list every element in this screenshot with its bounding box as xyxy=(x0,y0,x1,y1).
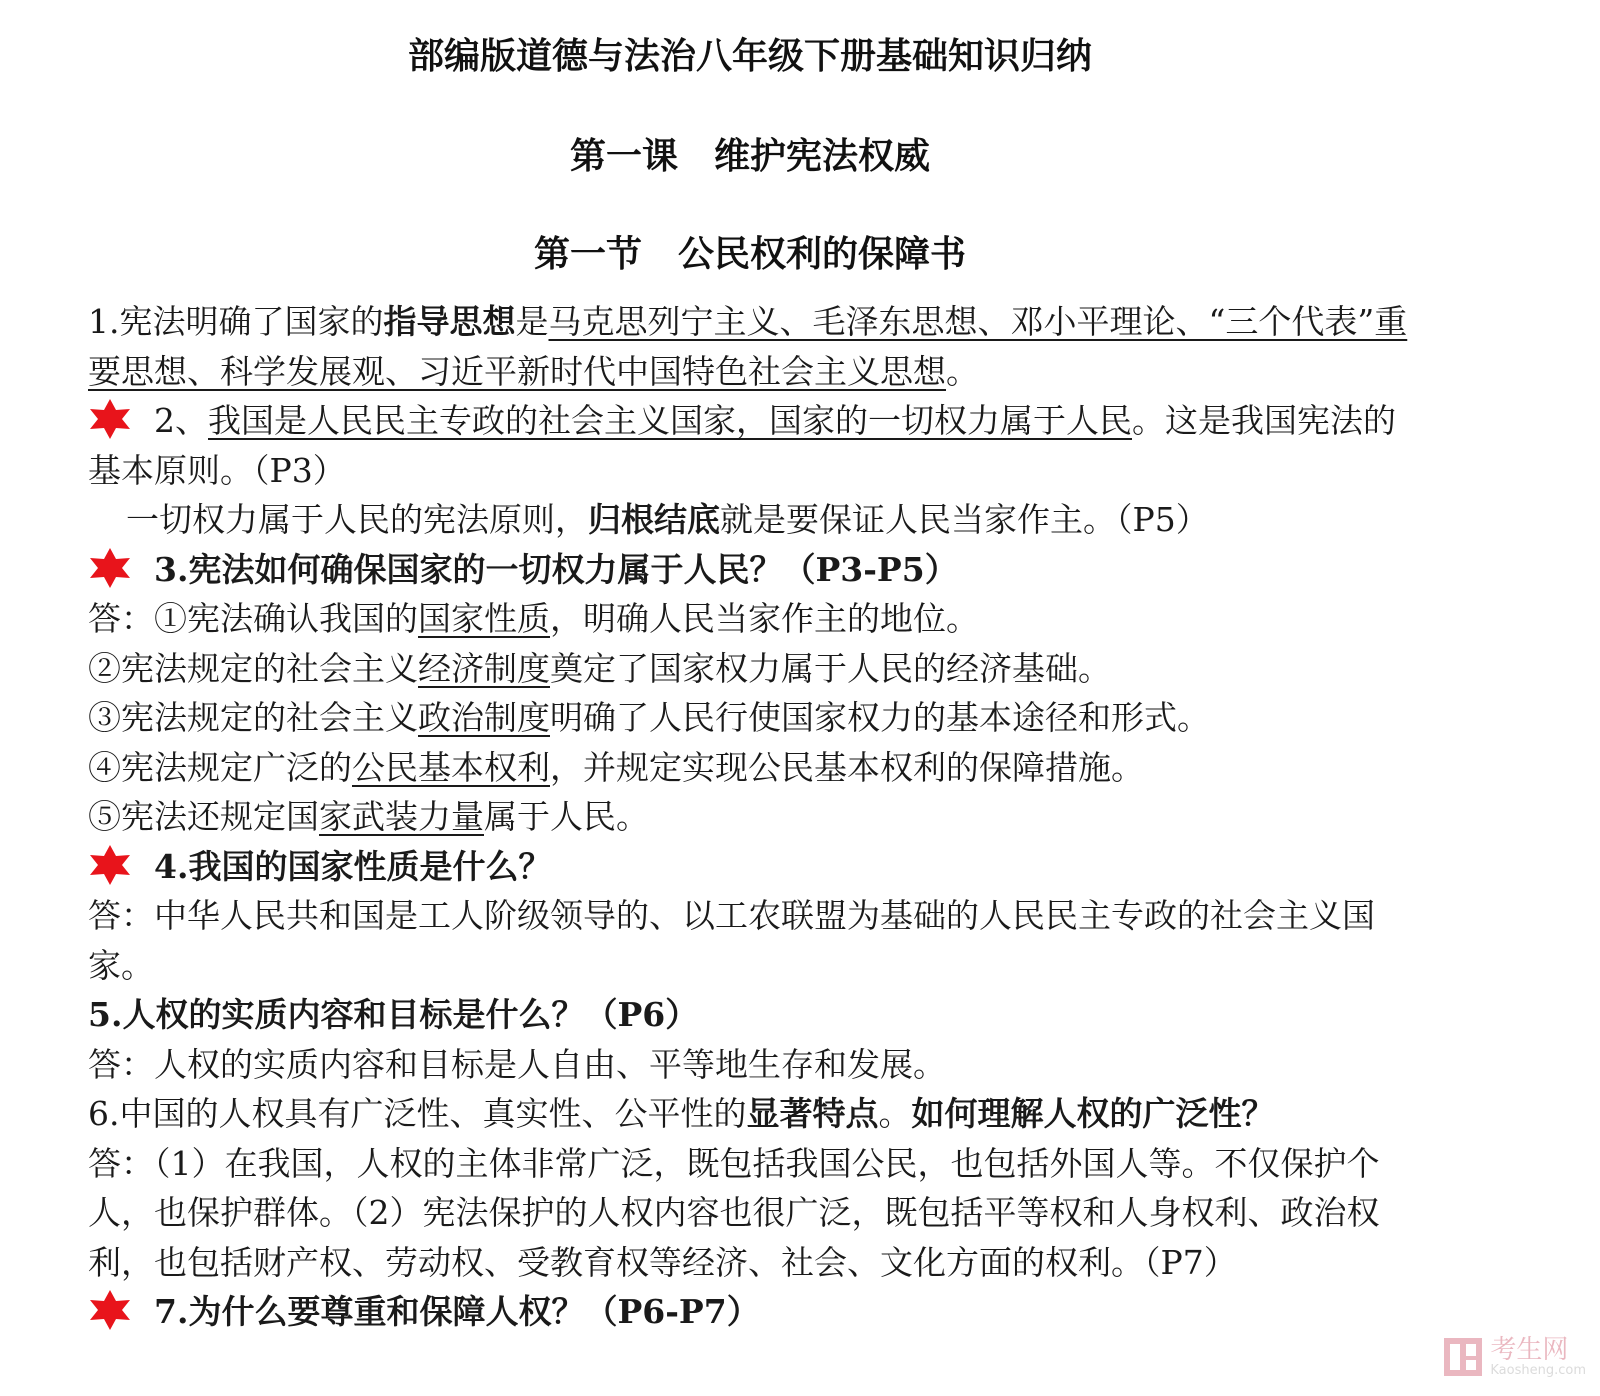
item-4-question xyxy=(88,842,1428,892)
item-3-answer-1 xyxy=(88,594,1428,644)
document-title: 部编版道德与法治八年级下册基础知识归纳 xyxy=(407,36,1092,77)
red-star-icon xyxy=(88,398,132,440)
item-2-note-end: 就是要保证人民当家作主。（P5） xyxy=(720,500,1209,539)
lesson-title: 第一课 维护宪法权威 xyxy=(569,136,930,177)
red-star-icon xyxy=(88,547,132,589)
item-2-keyword: 基本原则 xyxy=(88,450,220,490)
kaosheng-logo-icon xyxy=(1442,1336,1484,1378)
answer-underlined: 政治制度 xyxy=(418,698,550,737)
item-2-note xyxy=(88,495,1428,545)
item-1-end: 。 xyxy=(946,351,979,391)
item-1-text-2: 是 xyxy=(515,302,549,341)
item-6-punct: 。 xyxy=(878,1094,912,1133)
red-star-icon xyxy=(88,844,132,886)
answer-text: 答：①宪法确认我国的 xyxy=(88,599,418,638)
item-4-question-text: 4.我国的国家性质是什么？ xyxy=(154,846,552,886)
item-6-answer: 答：（1）在我国，人权的主体非常广泛，既包括我国公民，也包括外国人等。不仅保护个人，也保护群体。（2）宪法保护的人权内容也很广泛，既包括平等权和人身权利、政治权利，也包括财产权、劳动权、受教育权等经济、社会、文化方面的权利。（P7） xyxy=(88,1143,1380,1282)
item-3-question xyxy=(88,545,1428,595)
watermark-subtext: Kaosheng.com xyxy=(1490,1363,1586,1378)
item-2-note-keyword: 归根结底 xyxy=(588,500,720,539)
answer-underlined: 国家性质 xyxy=(418,599,550,638)
watermark-text: 考生网 xyxy=(1490,1335,1569,1365)
item-6-question-text: 如何理解人权的广泛性？ xyxy=(911,1094,1275,1133)
answer-text: ，明确人民当家作主的地位。 xyxy=(550,599,979,638)
item-7-question xyxy=(88,1287,1428,1337)
answer-text: ③宪法规定的社会主义 xyxy=(88,698,418,737)
answer-text: ，并规定实现公民基本权利的保障措施。 xyxy=(550,747,1144,787)
answer-underlined: 经济制度 xyxy=(418,648,550,688)
answer-text: 奠定了国家权力属于人民的经济基础。 xyxy=(550,648,1111,688)
item-6-text: 6.中国的人权具有广泛性、真实性、公平性的 xyxy=(88,1094,747,1133)
answer-underlined: 公民基本权利 xyxy=(352,747,550,787)
item-3-question-text: 3.宪法如何确保国家的一切权力属于人民？（P3-P5） xyxy=(154,549,958,589)
item-7-question-text: 7.为什么要尊重和保障人权？（P6-P7） xyxy=(154,1292,760,1331)
answer-text: ②宪法规定的社会主义 xyxy=(88,648,418,688)
item-2-underlined: 我国是人民民主专政的社会主义国家，国家的一切权力属于人民 xyxy=(208,401,1132,440)
item-2-note-text: 一切权力属于人民的宪法原则， xyxy=(126,500,588,539)
item-2-text: 。这是我国宪法的 xyxy=(1132,401,1396,440)
item-5-answer: 答：人权的实质内容和目标是人自由、平等地生存和发展。 xyxy=(88,1044,946,1084)
red-star-icon xyxy=(88,1289,132,1331)
item-5-question: 5.人权的实质内容和目标是什么？（P6） xyxy=(88,995,699,1034)
item-1 xyxy=(88,297,1428,396)
section-title: 第一节 公民权利的保障书 xyxy=(533,234,966,275)
answer-text: 属于人民。 xyxy=(484,797,649,836)
item-2-number: 2、 xyxy=(154,401,208,440)
answer-text: ④宪法规定广泛的 xyxy=(88,747,352,787)
item-3-answer-5 xyxy=(88,792,1428,842)
item-3-answer-2 xyxy=(88,644,1428,694)
watermark xyxy=(1442,1336,1586,1378)
item-1-underlined: 马克思列宁主义、毛泽东思想、邓小平理论、“三个代表”重要思想、科学发展观、习近平新时代中国特色社会主义思想 xyxy=(88,302,1408,391)
item-3-answer-3 xyxy=(88,693,1428,743)
answer-underlined: 家武装力量 xyxy=(319,797,484,836)
answer-text: ⑤宪法还规定国 xyxy=(88,797,319,836)
item-2 xyxy=(88,396,1428,495)
item-6-question xyxy=(88,1089,1428,1139)
document-body xyxy=(88,297,1428,1337)
answer-text: 明确了人民行使国家权力的基本途径和形式。 xyxy=(550,698,1210,737)
item-1-keyword: 指导思想 xyxy=(383,302,516,341)
item-2-end: 。（P3） xyxy=(220,450,346,490)
item-6-keyword: 显著特点 xyxy=(746,1094,879,1133)
item-3-answer-4 xyxy=(88,743,1428,793)
item-1-text: 1.宪法明确了国家的 xyxy=(88,302,384,341)
item-4-answer: 答：中华人民共和国是工人阶级领导的、以工农联盟为基础的人民民主专政的社会主义国家。 xyxy=(88,896,1375,985)
